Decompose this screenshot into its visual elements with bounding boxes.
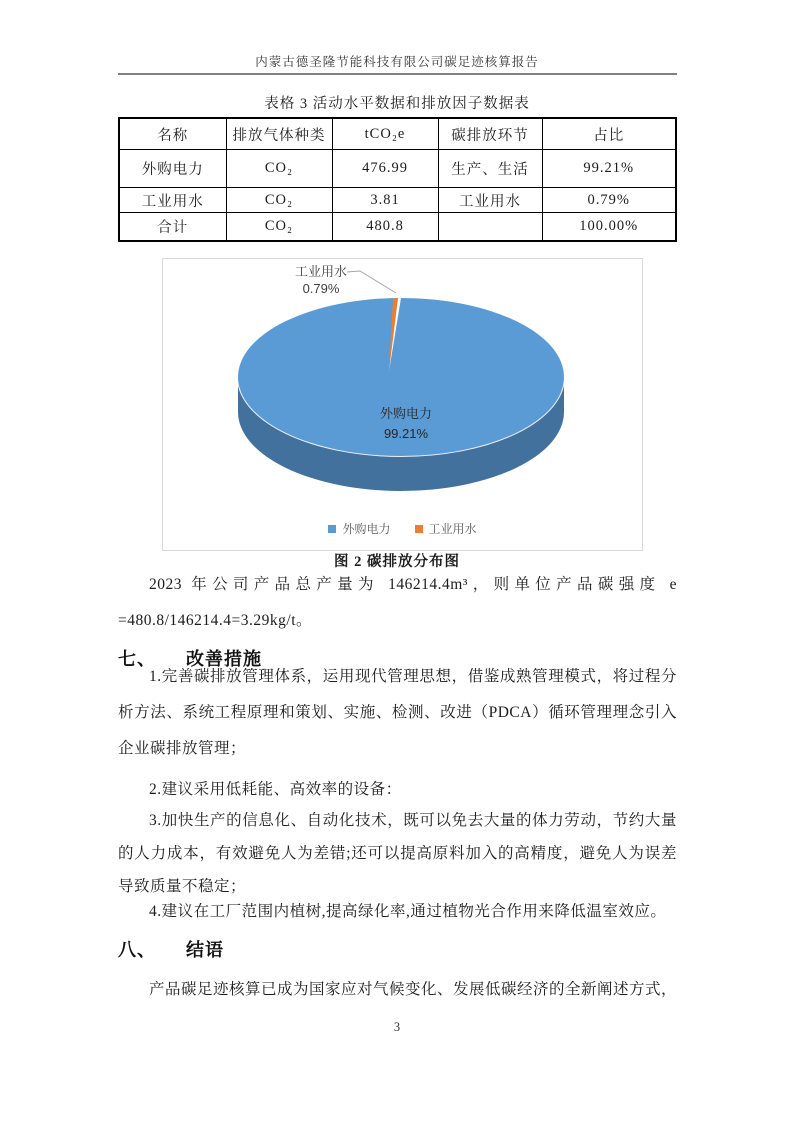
cell-stage: 工业用水 xyxy=(438,188,542,213)
col-header-tco2e: tCO₂e xyxy=(332,118,438,150)
table-row xyxy=(119,213,676,242)
section-title: 改善措施 xyxy=(186,649,262,669)
pie-chart xyxy=(162,258,643,551)
legend-label-electricity: 外购电力 xyxy=(342,522,391,536)
conclusion-paragraph: 产品碳足迹核算已成为国家应对气候变化、发展低碳经济的全新阐述方式， xyxy=(149,981,678,998)
cell-gas: CO₂ xyxy=(226,213,332,242)
improvement-item-4: 4.建议在工厂范围内植树,提高绿化率,通过植物光合作用来降低温室效应。 xyxy=(149,903,667,920)
pie-label-category: 外购电力 xyxy=(379,406,432,421)
pie-label-electricity xyxy=(346,404,466,444)
paragraph-line: 2023 年公司产品总产量为 146214.4m³，则单位产品碳强度 e xyxy=(149,576,677,593)
table-row xyxy=(119,188,676,213)
legend-marker-electricity-icon xyxy=(328,525,336,533)
pie-callout-value: 0.79% xyxy=(302,281,340,296)
cell-stage xyxy=(438,213,542,242)
header-rule xyxy=(118,73,677,75)
legend-item-water xyxy=(415,520,477,537)
improvement-item-2: 2.建议采用低耗能、高效率的设备： xyxy=(149,781,402,798)
cell-tco2e: 476.99 xyxy=(332,150,438,188)
running-header-title: 内蒙古德圣隆节能科技有限公司碳足迹核算报告 xyxy=(255,55,539,69)
paragraph-line: =480.8/146214.4=3.29kg/t。 xyxy=(118,612,313,629)
cell-name: 工业用水 xyxy=(119,188,226,213)
chart-legend xyxy=(163,520,642,537)
section-heading-conclusion xyxy=(118,936,224,962)
table-row xyxy=(119,150,676,188)
emission-data-table xyxy=(118,117,677,242)
section-title: 结语 xyxy=(186,940,224,960)
cell-stage: 生产、生活 xyxy=(438,150,542,188)
cell-name: 合计 xyxy=(119,213,226,242)
page-number: 3 xyxy=(393,1020,401,1034)
pie-callout-water xyxy=(269,263,373,297)
col-header-stage: 碳排放环节 xyxy=(438,118,542,150)
cell-share: 0.79% xyxy=(542,188,676,213)
cell-share: 100.00% xyxy=(542,213,676,242)
cell-gas: CO₂ xyxy=(226,188,332,213)
improvement-item-3: 3.加快生产的信息化、自动化技术，既可以免去大量的体力劳动，节约大量的人力成本，有效避免人为差错;还可以提高原料加入的高精度，避免人为误差导致质量不稳定； xyxy=(118,812,677,895)
section-number: 八、 xyxy=(118,940,156,960)
col-header-gas: 排放气体种类 xyxy=(226,118,332,150)
table-header-row xyxy=(119,118,676,150)
section-number: 七、 xyxy=(118,649,156,669)
paragraph-carbon-intensity xyxy=(118,567,677,639)
legend-item-electricity xyxy=(328,520,390,537)
cell-tco2e: 480.8 xyxy=(332,213,438,242)
figure-caption: 图 2 碳排放分布图 xyxy=(334,554,460,570)
col-header-share: 占比 xyxy=(542,118,676,150)
cell-name: 外购电力 xyxy=(119,150,226,188)
legend-marker-water-icon xyxy=(415,525,423,533)
cell-tco2e: 3.81 xyxy=(332,188,438,213)
cell-gas: CO₂ xyxy=(226,150,332,188)
col-header-name: 名称 xyxy=(119,118,226,150)
pie-callout-category: 工业用水 xyxy=(294,264,347,279)
pie-label-value: 99.21% xyxy=(383,426,429,441)
table-caption: 表格 3 活动水平数据和排放因子数据表 xyxy=(264,96,530,112)
cell-share: 99.21% xyxy=(542,150,676,188)
legend-label-water: 工业用水 xyxy=(428,522,477,536)
improvement-item-1: 1.完善碳排放管理体系，运用现代管理思想，借鉴成熟管理模式，将过程分析方法、系统工程原理和策划、实施、检测、改进（PDCA）循环管理理念引入企业碳排放管理； xyxy=(118,668,677,757)
